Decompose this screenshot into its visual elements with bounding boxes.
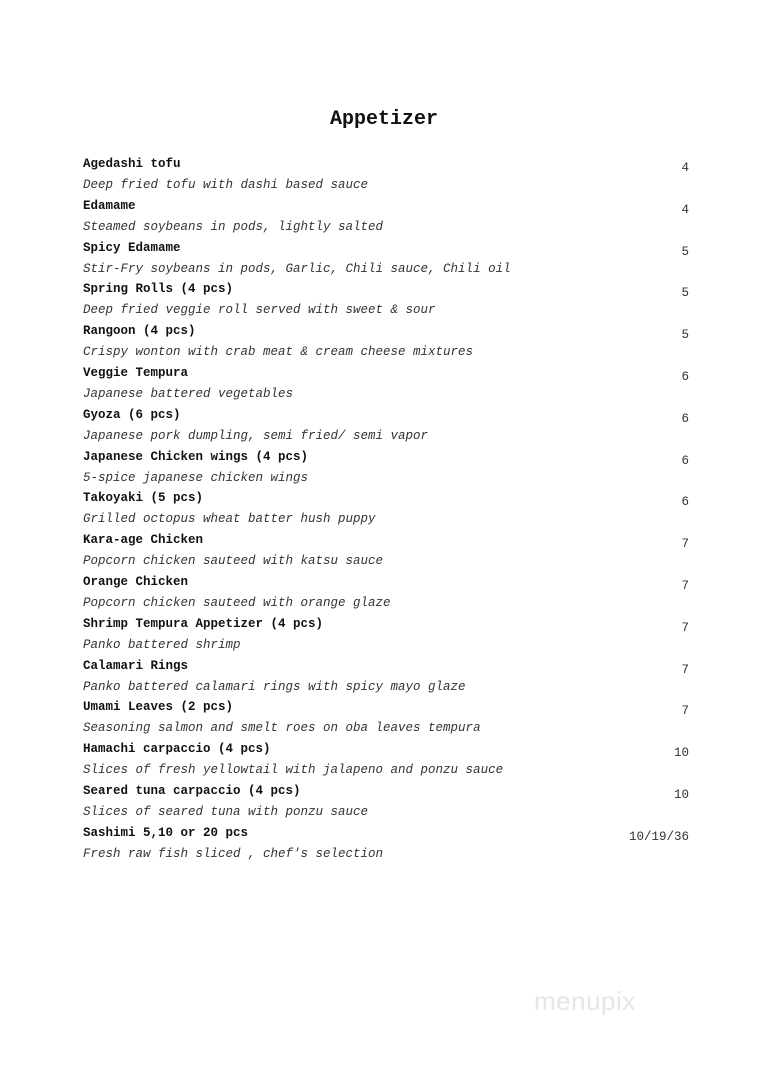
item-price: 10 bbox=[673, 746, 689, 761]
item-name: Kara-age Chicken bbox=[83, 533, 204, 548]
item-name: Japanese Chicken wings (4 pcs) bbox=[83, 449, 309, 464]
item-description: Steamed soybeans in pods, lightly salted bbox=[83, 219, 384, 234]
item-description: Slices of seared tuna with ponzu sauce bbox=[83, 804, 369, 819]
menu-item bbox=[83, 155, 689, 197]
item-price: 5 bbox=[681, 328, 689, 343]
menu-item bbox=[83, 824, 689, 866]
item-name: Spring Rolls (4 pcs) bbox=[83, 282, 234, 297]
item-name: Calamari Rings bbox=[83, 658, 189, 673]
menu-item bbox=[83, 782, 689, 824]
item-price: 4 bbox=[681, 161, 689, 175]
item-name: Shrimp Tempura Appetizer (4 pcs) bbox=[83, 616, 324, 631]
item-price: 6 bbox=[681, 411, 689, 426]
item-name: Takoyaki (5 pcs) bbox=[83, 491, 204, 506]
item-description: Deep fried veggie roll served with sweet & sour bbox=[83, 303, 436, 318]
menu-item bbox=[83, 280, 689, 322]
item-description: Stir-Fry soybeans in pods, Garlic, Chili sauce, Chili oil bbox=[83, 261, 511, 276]
menu-item bbox=[83, 531, 689, 573]
menu-item bbox=[83, 573, 689, 615]
item-description: Japanese battered vegetables bbox=[83, 386, 294, 401]
item-name: Orange Chicken bbox=[83, 574, 189, 589]
item-name: Spicy Edamame bbox=[83, 240, 181, 255]
item-price: 7 bbox=[681, 662, 689, 677]
item-description: Popcorn chicken sauteed with orange glaze bbox=[83, 595, 391, 610]
menu-item bbox=[83, 740, 689, 782]
menu-item bbox=[83, 364, 689, 406]
item-name: Sashimi 5,10 or 20 pcs bbox=[83, 825, 249, 840]
menu-item bbox=[83, 657, 689, 699]
item-description: Panko battered calamari rings with spicy mayo glaze bbox=[83, 679, 466, 694]
menu-item bbox=[83, 489, 689, 531]
item-description: Grilled octopus wheat batter hush puppy bbox=[83, 512, 376, 527]
item-description: Fresh raw fish sliced , chef's selection bbox=[83, 846, 384, 861]
item-name: Agedashi tofu bbox=[83, 157, 181, 171]
item-price: 7 bbox=[681, 620, 689, 635]
item-price: 7 bbox=[681, 578, 689, 593]
menu-item bbox=[83, 615, 689, 657]
item-name: Rangoon (4 pcs) bbox=[83, 324, 196, 339]
item-price: 10/19/36 bbox=[628, 829, 689, 844]
item-name: Seared tuna carpaccio (4 pcs) bbox=[83, 783, 301, 798]
item-price: 6 bbox=[681, 369, 689, 384]
item-price: 10 bbox=[673, 787, 689, 802]
item-name: Hamachi carpaccio (4 pcs) bbox=[83, 742, 271, 757]
menu-item bbox=[83, 448, 689, 490]
item-name: Edamame bbox=[83, 198, 136, 213]
watermark-logo: menupix bbox=[534, 986, 636, 1016]
item-price: 6 bbox=[681, 495, 689, 510]
menu-item bbox=[83, 239, 689, 281]
menu-item bbox=[83, 406, 689, 448]
item-price: 7 bbox=[681, 704, 689, 719]
page-title: Appetizer bbox=[329, 108, 439, 131]
menu-item bbox=[83, 698, 689, 740]
item-description: Panko battered shrimp bbox=[83, 637, 241, 652]
item-description: Popcorn chicken sauteed with katsu sauce bbox=[83, 554, 384, 569]
item-description: Deep fried tofu with dashi based sauce bbox=[83, 178, 369, 192]
item-description: Crispy wonton with crab meat & cream cheese mixtures bbox=[83, 345, 474, 360]
item-name: Umami Leaves (2 pcs) bbox=[83, 700, 234, 715]
item-description: Seasoning salmon and smelt roes on oba leaves tempura bbox=[83, 721, 481, 736]
item-price: 7 bbox=[681, 537, 689, 552]
item-description: 5-spice japanese chicken wings bbox=[83, 470, 309, 485]
item-description: Japanese pork dumpling, semi fried/ semi vapor bbox=[83, 428, 429, 443]
menu-item bbox=[83, 322, 689, 364]
item-name: Gyoza (6 pcs) bbox=[83, 407, 181, 422]
item-price: 6 bbox=[681, 453, 689, 468]
item-description: Slices of fresh yellowtail with jalapeno and ponzu sauce bbox=[83, 763, 504, 778]
menu-list bbox=[83, 155, 689, 866]
menu-item bbox=[83, 197, 689, 239]
item-price: 5 bbox=[681, 286, 689, 301]
item-name: Veggie Tempura bbox=[83, 365, 189, 380]
item-price: 4 bbox=[681, 202, 689, 217]
item-price: 5 bbox=[681, 244, 689, 259]
